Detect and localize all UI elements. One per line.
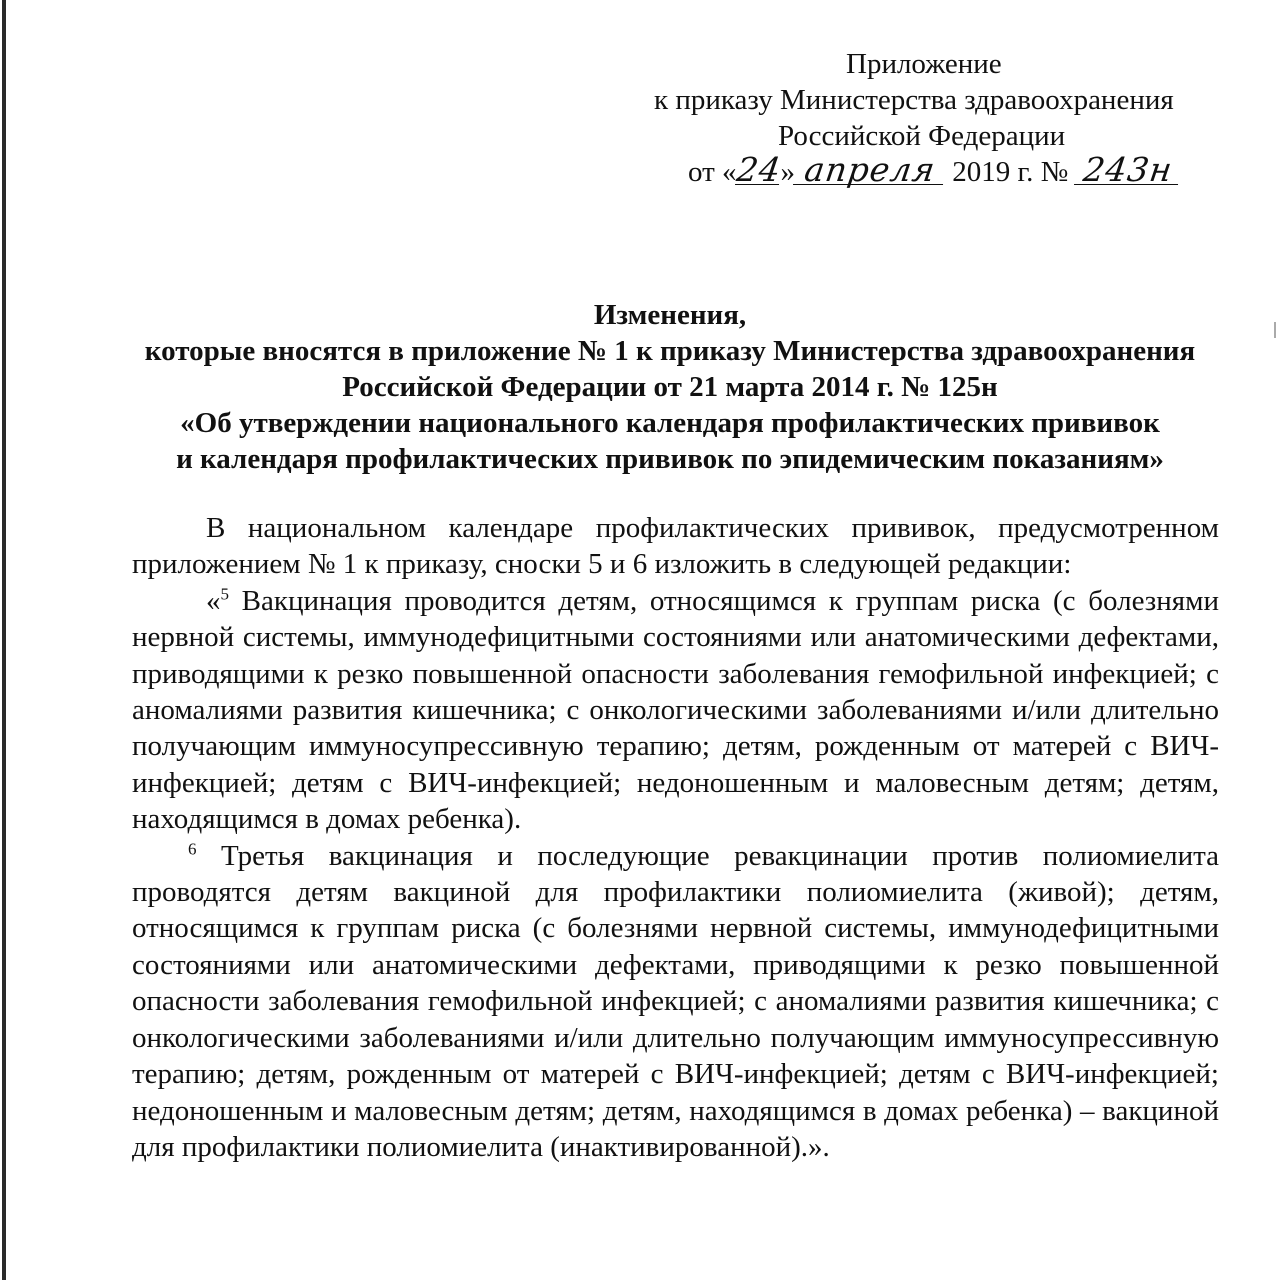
document-body [132,510,1219,1165]
date-quote-close: » [780,156,796,188]
footnote-6-paragraph [132,838,1219,1166]
footnote-6-mark: 6 [188,839,197,858]
approval-line-1: Приложение [846,48,1002,80]
title-line-5: и календаря профилактических прививок по эпидемическим показаниям» [176,443,1164,475]
footnote-5-open-quote: « [206,584,221,617]
title-line-2: которые вносятся в приложение № 1 к приказу Министерства здравоохранения [144,335,1196,367]
date-prefix: от « [688,156,737,188]
title-line-4: «Об утверждении национального календаря профилактических прививок [180,407,1160,439]
intro-paragraph: В национальном календаре профилактических прививок, предусмотренном приложением № 1 к приказу, сноски 5 и 6 изложить в следующей редакции: [132,512,1219,581]
handwritten-day: 24 [733,150,784,189]
handwritten-order-number: 243н [1074,156,1182,185]
footnote-5-mark: 5 [220,584,229,604]
title-line-3: Российской Федерации от 21 марта 2014 г. № 125н [342,371,998,403]
title-line-1: Изменения, [593,299,747,331]
footnote-5-paragraph [132,583,1219,838]
handwritten-month: апреля [793,156,947,185]
year-text: 2019 г. № [952,156,1069,188]
approval-block [600,46,1260,190]
approval-line-2: к приказу Министерства здравоохранения [654,84,1174,116]
footnote-5-text: Вакцинация проводится детям, относящимся к группам риска (с болезнями нервной системы, иммунодефицитными состояниями или анатомическими дефектами, приводящими к резко повышенной опасности заболевания гемофильной инфекцией; с аномалиями развития кишечника; с онкологическими заболеваниями и/или длительно получающим иммуносупрессивную терапию; детям, рожденным от матерей с ВИЧ-инфекцией; детям с ВИЧ-инфекцией; недоношенным и маловесным детям; детям, находящимся в домах ребенка). [132,584,1219,836]
document-title [120,297,1220,477]
approval-line-3: Российской Федерации [778,120,1066,152]
approval-date-line [600,150,1260,190]
scan-left-edge [2,0,6,1280]
footnote-6-text: Третья вакцинация и последующие ревакцинации против полиомиелита проводятся детям вакциной для профилактики полиомиелита (живой); детям, относящимся к группам риска (с болезнями нервной системы, иммунодефицитными состояниями или анатомическими дефектами, приводящими к резко повышенной опасности заболевания гемофильной инфекцией; с аномалиями развития кишечника; с онкологическими заболеваниями и/или длительно получающим иммуносупрессивную терапию; детям, рожденным от матерей с ВИЧ-инфекцией; детям с ВИЧ-инфекцией; недоношенным и маловесным детям; детям, находящимся в домах ребенка) – вакциной для профилактики полиомиелита (инактивированной).». [132,839,1219,1163]
